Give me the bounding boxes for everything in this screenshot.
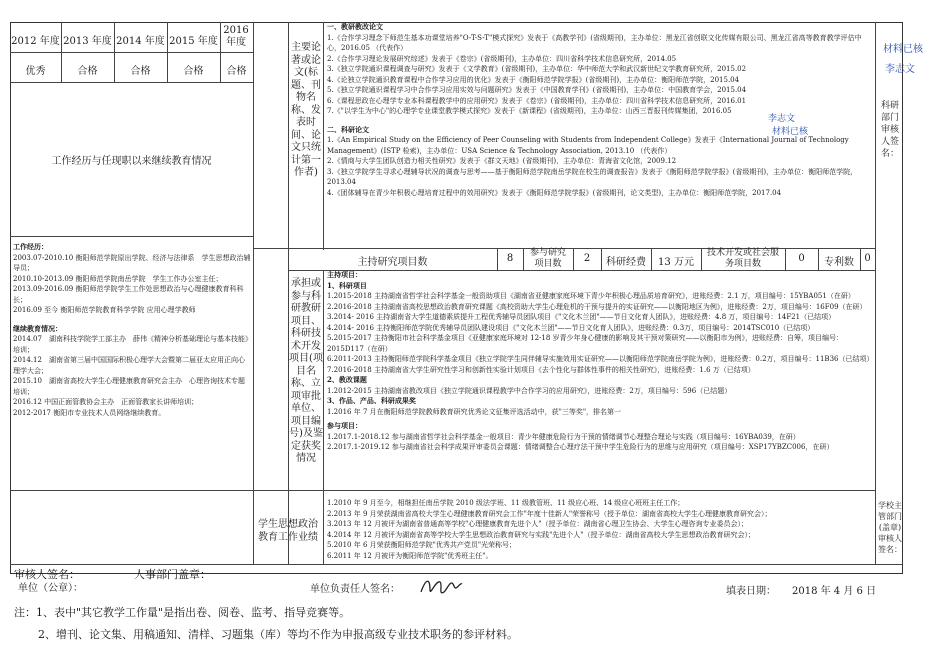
list-item: 2015.10 湖南省高校大学生心理健康教育研究会主办 心理咨询技术专题培训； xyxy=(13,377,245,396)
list-item: 1.2012-2015 主持湖南省教改项目《独立学院通识课程教学中合作学习的应用研究》，进账经费：2万，项目编号：596（已结题） xyxy=(327,386,732,395)
year-rating: 优秀 xyxy=(25,66,46,77)
continuing-edu-heading: 继续教育情况： xyxy=(13,323,62,333)
list-item: 2016.09 至今 衡阳师范学院教育科学学院 应用心理学教师 xyxy=(13,306,196,314)
list-item: 1.2010 年 9 月至今，相继担任南岳学院 2010 级法学班、11 级教管班、11 级应心班、14 级应心班班主任工作； xyxy=(327,499,685,507)
list-item: 7.2016-2018 主持湖南省大学生研究性学习和创新性实验计划项目《去个性化与群体性事件的相关性研究》，进账经费：1.6 万（已结项） xyxy=(327,365,755,374)
list-item: 4.《论独立学院通识教育课程中合作学习应用的优化》发表于《衡阳师范学院学报》(省级期刊)，主办单位：衡阳师范学院，2015.04 xyxy=(327,75,740,84)
note-1: 注：1、表中"其它教学工作量"是指出卷、阅卷、监考、指导竞赛等。 xyxy=(14,606,351,619)
year-header: 2012 年度 xyxy=(11,36,60,47)
list-item: 1.2016 年 7 月在衡阳师范学院教师教育研究优秀论文征集评选活动中，获"三等奖"，排名第一 xyxy=(327,407,622,416)
stat-label: 科研经费 xyxy=(606,257,646,268)
list-item: 2.2013 年 9 月荣获湖南省高校大学生心理健康教育研究会工作"年度十佳新人"荣誉称号（授予单位：湖南省高校大学生心理健康教育研究会）； xyxy=(327,509,772,518)
year-header: 2013 年度 xyxy=(63,36,112,47)
year-rating: 合格 xyxy=(183,66,204,77)
section-heading: 参与项目： xyxy=(327,421,362,430)
research-dept-sign: 科研部门审核人签名： xyxy=(880,101,899,159)
stat-label: 专利数 xyxy=(824,257,854,268)
list-item: 5.《独立学院通识课程学习中合作学习应用实效与问题研究》发表于《中国教育学刊》(省级期刊)，主办单位：中国教育学会，2015.04 xyxy=(327,86,747,94)
stat-label: 技术开发或社会服务项目数 xyxy=(706,248,779,269)
student-content xyxy=(327,498,873,561)
list-item: 3.《独立学院通识课程调查与研究》发表于《文学教育》(省级期刊)，主办单位：华中师范大学和武汉新世纪文学教育研究所，2015.02 xyxy=(327,65,747,73)
unit-seal: 单位（公章）： xyxy=(18,583,83,594)
year-header: 2015 年度 xyxy=(169,36,218,47)
year-header: 2016 年度 xyxy=(223,25,249,48)
list-item: 1.《合作学习理念下师范生基本功课堂培养"O-T-S-T"模式探究》发表于《高教学刊》(省级期刊)，主办单位：黑龙江省创联文化传媒有限公司、黑龙江省高等教育教学评估中心，2016.05 （代表作） xyxy=(327,33,862,52)
date-label: 填表日期： xyxy=(726,586,776,597)
stat-value: 0 xyxy=(798,253,805,264)
list-item: 2010.10-2013.09 衡阳师范学院南岳学院 学生工作办公室主任； xyxy=(13,274,223,283)
section-heading: 3、作品、产品、科研成果奖 xyxy=(327,396,416,405)
list-item: 2016.12 中国正面管教协会主办 正面管教家长讲师培训； xyxy=(13,398,199,406)
work-history xyxy=(13,242,251,418)
year-rating: 合格 xyxy=(130,66,151,77)
list-item: 2.《情商与大学生团队创造力相关性研究》发表于《群文天地》(省级期刊)，主办单位：青海省文化馆，2009.12 xyxy=(327,157,677,165)
list-item: 4.2014- 2016 主持衡阳师范学院优秀辅导员团队建设项目《"文化木兰团"——节日文化育人团队》，进账经费：0.3万，项目编号：2014TSC010（已结项） xyxy=(327,323,815,332)
list-item: 7.《"以学生为中心"的心理学专业课堂教学模式探究》发表于《新课程》(省级期刊)，主办单位：山西三晋报刊传媒集团，2016.05 xyxy=(327,107,732,115)
list-item: 5.2010 年 6 月荣获衡阳师范学院"优秀共产党员"光荣称号； xyxy=(327,541,517,549)
list-item: 2014.07 湖南科技学院学工部主办 薛伟《精神分析基础理论与基本技能》培训； xyxy=(13,335,249,354)
list-item: 4.2014 年 12 月被评为湖南省高等学校大学生思想政治教育研究与实践"先进个人"（授予单位：湖南省高校大学生思想政治教育研究会）； xyxy=(327,530,756,539)
year-header: 2014 年度 xyxy=(116,36,165,47)
hr-seal: 人事部门盖章： xyxy=(134,568,211,581)
stat-label: 主持研究项目数 xyxy=(357,257,428,268)
list-item: 2013.09-2016.09 衡阳师范学院学生工作处思想政治与心理健康教育科科长； xyxy=(13,285,244,304)
list-item: 5.2015-2017 主持衡阳市社会科学基金项目《亚健康家庭环境对 12-18 岁青少年身心健康的影响及其干预对策研究——以衡阳市为例》，进账经费：自筹，项目编号：2015D117（在研） xyxy=(327,334,844,353)
list-item: 4.《团体辅导在青少年积极心理培育过程中的效用研究》发表于《衡阳师范学院学报》(省级期刊，论文类型)，主办单位：衡阳师范学院，2017.04 xyxy=(327,188,782,197)
list-item: 1.《An Empirical Study on the Efficiency of Peer Counseling with Students from Independent College》发表于《International Journal of Technology Management》(ISTP 检索)，主办单位：USA Science & Technology Association, 2013.10 （代表作） xyxy=(327,136,849,155)
stat-value: 13 万元 xyxy=(658,257,694,268)
section-heading: 主持项目： xyxy=(327,270,362,279)
stat-value: 8 xyxy=(506,253,514,264)
stat-value: 2 xyxy=(583,253,591,264)
section-heading: 二、科研论文 xyxy=(327,124,369,134)
list-item: 2.2016-2018 主持湖南省高校思想政治教育研究课题《高校资助大学生心理危机的干预与提升的实证研究——以衡阳地区为例》，进账经费：2万，项目编号：16F09（在研） xyxy=(327,302,867,311)
year-rating: 合格 xyxy=(77,66,98,77)
project-label: 承担或参与科研教研项目、科研技术开发项目(项目名称、立项审批单位、项目编号)及鉴定获奖情况 xyxy=(289,278,323,464)
stat-label: 参与研究项目数 xyxy=(529,248,566,269)
list-item: 2.《合作学习理论发展研究综述》发表于《卷宗》(省级期刊)，主办单位：四川省科学技术信息研究所，2014.05 xyxy=(327,54,677,63)
list-item: 3.《独立学院学生寻求心理辅导状况的调查与思考——基于衡阳师范学院南岳学院在校生的调查报告》发表于《衡阳师范学院学报》(省级期刊)，主办单位：衡阳师范学院，2013.04 xyxy=(327,167,858,186)
list-item: 2003.07-2010.10 衡阳师范学院原出学院、经济与法律系 学生思想政治辅导员； xyxy=(13,253,251,272)
section-heading: 2、教改课题 xyxy=(327,375,367,384)
list-item: 2012-2017 衡阳市专业技术人员网络继续教育。 xyxy=(13,408,166,417)
work-title: 工作经历与任现职以来继续教育情况 xyxy=(51,156,212,167)
signature-icon xyxy=(418,574,464,600)
list-item: 2014.12 湖南省第三届中国国际积极心理学大会暨第二届亚太应用正向心理学大会； xyxy=(13,356,245,375)
reviewer-name: 李志文 xyxy=(885,64,915,75)
list-item: 6.《课程思政在心理学专业本科课程教学中的应用研究》发表于《卷宗》(省级期刊)，主办单位：四川省科学技术信息研究所，2016.01 xyxy=(327,96,747,105)
verified-stamp: 李志文 xyxy=(768,114,796,124)
list-item: 1.2017.1-2018.12 参与湖南省哲学社会科学基金一般项目：青少年健康危险行为干预的情绪调节心理整合理论与实践（项目编号：16YBA039，在研） xyxy=(327,432,800,441)
list-item: 3.2014- 2016 主持湖南省大学生道德素质提升工程优秀辅导员团队项目《"文化木兰团"——节日文化育人团队》，进账经费：4.8 万，项目编号：14F21（已结项） xyxy=(327,313,836,321)
signature xyxy=(418,574,464,600)
date-value: 2018 年 4 月 6 日 xyxy=(792,586,877,597)
verified-stamp: 材料已核 xyxy=(772,127,809,137)
stat-value: 0 xyxy=(864,253,871,264)
list-item: 2.2017.1-2019.12 参与湖南省社会科学成果评审委员会课题：情绪调整合心理疗法干预中学生危险行为的思维与应用研究（项目编号：XSP17YBZC006，在研） xyxy=(327,443,834,451)
student-label: 学生思想政治教育工作业绩 xyxy=(258,519,318,543)
section-heading: 1、科研项目 xyxy=(327,280,367,290)
papers-label: 主要论著或论文(标题、刊物名称、发表时间、论文只统计第一作者) xyxy=(291,42,321,178)
list-item: 1.2015-2018 主持湖南省哲学社会科学基金一般资助项目《湖南省亚健康家庭环境下青少年积极心理品质培育研究》，进账经费：2.1 万，项目编号：15YBA051（在研） xyxy=(327,292,855,300)
reviewer-sign: 审核人签名： xyxy=(14,568,80,581)
note-2: 2、增刊、论文集、用稿通知、清样、习题集（库）等均不作为申报高级专业技术职务的参评材料。 xyxy=(38,628,518,641)
verified-stamp: 材料已核 xyxy=(883,44,923,55)
student-dept-sign: 学校主管部门(盖章)审核人签名： xyxy=(878,501,902,554)
unit-leader-sign: 单位负责任人签名： xyxy=(310,584,400,595)
list-item: 6.2011 年 12 月被评为衡阳师范学院"优秀班主任"。 xyxy=(327,551,493,560)
list-item: 3.2013 年 12 月被评为湖南省普通高等学校"心理健康教育先进个人"（授予单位：湖南省心理卫生协会、大学生心理咨询专业委员会）； xyxy=(327,520,749,528)
list-item: 6.2011-2013 主持衡阳师范学院科学基金项目《独立学院学生同伴辅导实施效用实证研究——以衡阳师范学院南岳学院为例》，进账经费：0.2万，项目编号：11B36（已结项） xyxy=(327,355,873,363)
section-heading: 一、教研教改论文 xyxy=(327,22,383,31)
projects-content xyxy=(327,270,873,488)
year-rating: 合格 xyxy=(226,66,247,77)
work-history-heading: 工作经历： xyxy=(13,242,48,251)
